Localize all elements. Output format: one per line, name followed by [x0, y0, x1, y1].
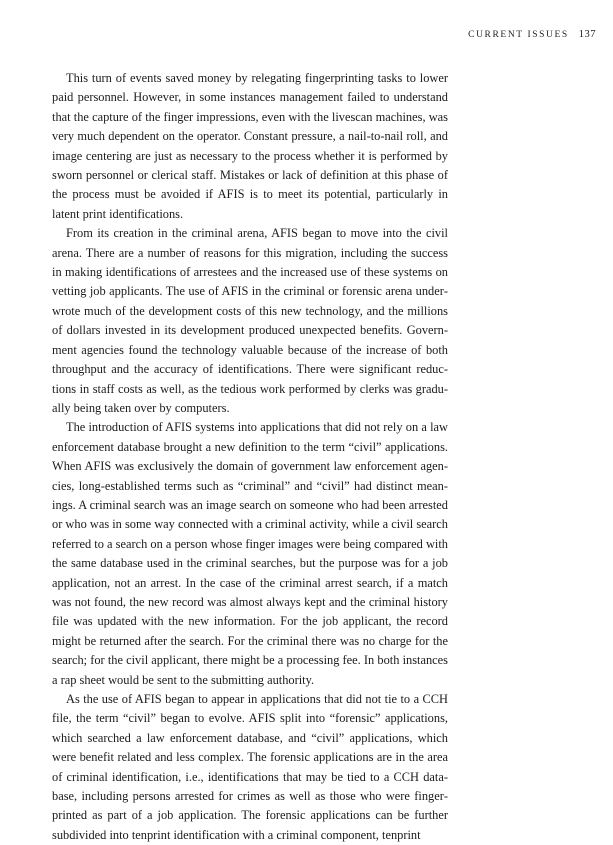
running-head-section: CURRENT ISSUES [468, 30, 569, 40]
body-text [52, 69, 448, 845]
page-number: 137 [578, 29, 596, 40]
paragraph: As the use of AFIS began to appear in applications that did not tie to a CCH file, the term “civil” began to evolve. AFIS split into “forensic” applications, which searched a law enforcement database, and “civil” applications, which were benefit related and less complex. The forensic applications are in the area of criminal identification, i.e., identifications that may be tied to a CCH database, including persons arrested for crimes as well as those who were fingerprinted as part of a job application. The forensic applications can be further subdivided into tenprint identification with a criminal component, tenprint [52, 692, 448, 842]
paragraph: From its creation in the criminal arena, AFIS began to move into the civil arena. There are a number of reasons for this migration, including the success in making identifications of arrestees and the increased use of these systems on vetting job applicants. The use of AFIS in the criminal or forensic arena underwrote much of the development costs of this new technology, and the millions of dollars invested in its development produced unexpected benefits. Government agencies found the technology valuable because of the increase of both throughput and the accuracy of identifications. There were significant reductions in staff costs as well, as the tedious work performed by clerks was gradually being taken over by computers. [52, 226, 448, 415]
running-head [468, 29, 596, 40]
paragraph: This turn of events saved money by relegating fingerprinting tasks to lower paid personnel. However, in some instances management failed to understand that the capture of the finger impressions, even with the livescan machines, was very much dependent on the operator. Constant pressure, a nail-to-nail roll, and image centering are just as necessary to the process whether it is performed by sworn personnel or clerical staff. Mistakes or lack of definition at this phase of the process must be avoided if AFIS is to meet its potential, particularly in latent print identifications. [52, 71, 448, 221]
paragraph: The introduction of AFIS systems into applications that did not rely on a law enforcement database brought a new definition to the term “civil” applications. When AFIS was exclusively the domain of government law enforcement agencies, long-established terms such as “criminal” and “civil” had distinct meanings. A criminal search was an image search on someone who had been arrested or who was in some way connected with a criminal activity, while a civil search referred to a search on a person whose finger images were being compared with the same database used in the criminal searches, but the purpose was for a job application, not an arrest. In the case of the criminal arrest search, if a match was not found, the new record was almost always kept and the criminal history file was updated with the new information. For the job applicant, the record might be returned after the search. For the criminal there was no charge for the search; for the civil applicant, there might be a processing fee. In both instances a rap sheet would be sent to the submitting authority. [52, 420, 448, 687]
